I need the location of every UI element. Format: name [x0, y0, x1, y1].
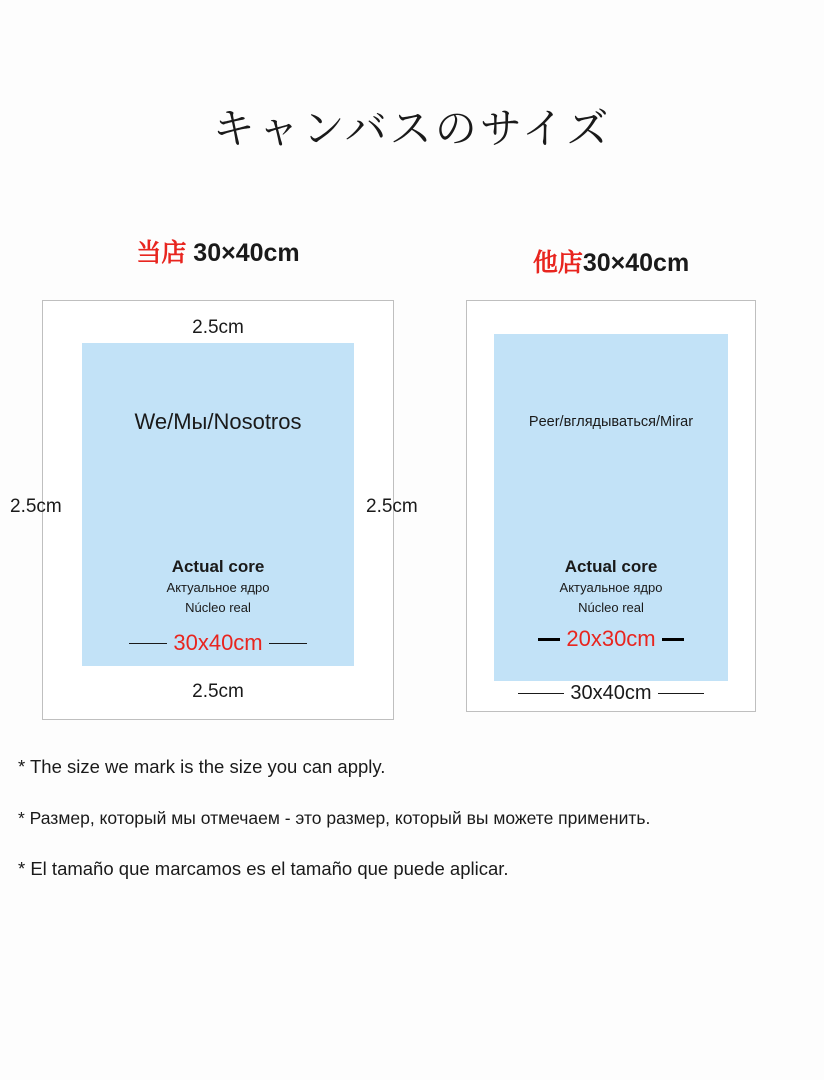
core-size-measure-others	[494, 626, 728, 652]
panel-heading-ours-dimension: 30×40cm	[186, 239, 300, 267]
footnote-es: * El tamaño que marcamos es el tamaño que puede aplicar.	[18, 858, 509, 879]
measure-tick-left-icon	[518, 693, 564, 694]
actual-core-es-others: Núcleo real	[578, 600, 644, 615]
panel-heading-others-dimension: 30×40cm	[582, 249, 690, 277]
margin-left-label-ours: 2.5cm	[10, 496, 62, 517]
core-size-measure-ours	[82, 630, 354, 656]
panel-heading-others	[466, 243, 756, 279]
margin-bottom-label-ours: 2.5cm	[192, 681, 244, 702]
footnote-ru: * Размер, который мы отмечаем - это размер, который вы можете применить.	[18, 808, 651, 828]
outer-size-label-others: 30x40cm	[570, 682, 652, 704]
actual-core-ru-ours: Актуальное ядро	[166, 580, 270, 595]
measure-tick-left-icon	[538, 638, 560, 641]
peer-label-ours: We/Мы/Nosotros	[134, 409, 302, 434]
margin-right-label-ours: 2.5cm	[366, 496, 418, 517]
measure-tick-right-icon	[658, 693, 704, 694]
core-size-label-others: 20x30cm	[566, 626, 656, 651]
actual-core-block-ours	[82, 556, 354, 618]
core-size-label-ours: 30x40cm	[173, 630, 263, 655]
actual-core-block-others	[494, 556, 728, 618]
outer-size-measure-others	[466, 682, 756, 705]
margin-top-label-ours: 2.5cm	[192, 317, 244, 338]
footnotes	[18, 755, 808, 908]
panel-heading-ours-shop: 当店	[136, 239, 187, 267]
panel-heading-others-shop: 他店	[532, 249, 583, 277]
measure-tick-right-icon	[269, 643, 307, 644]
measure-tick-right-icon	[662, 638, 684, 641]
footnote-en: * The size we mark is the size you can apply.	[18, 756, 386, 777]
actual-core-en-ours: Actual core	[171, 557, 265, 576]
peer-label-others: Peer/вглядываться/Mirar	[528, 414, 694, 430]
panel-heading-ours	[42, 233, 394, 269]
page-title: キャンバスのサイズ	[212, 105, 612, 152]
actual-core-es-ours: Núcleo real	[185, 600, 251, 615]
actual-core-ru-others: Актуальное ядро	[559, 580, 663, 595]
actual-core-en-others: Actual core	[564, 557, 658, 576]
measure-tick-left-icon	[129, 643, 167, 644]
